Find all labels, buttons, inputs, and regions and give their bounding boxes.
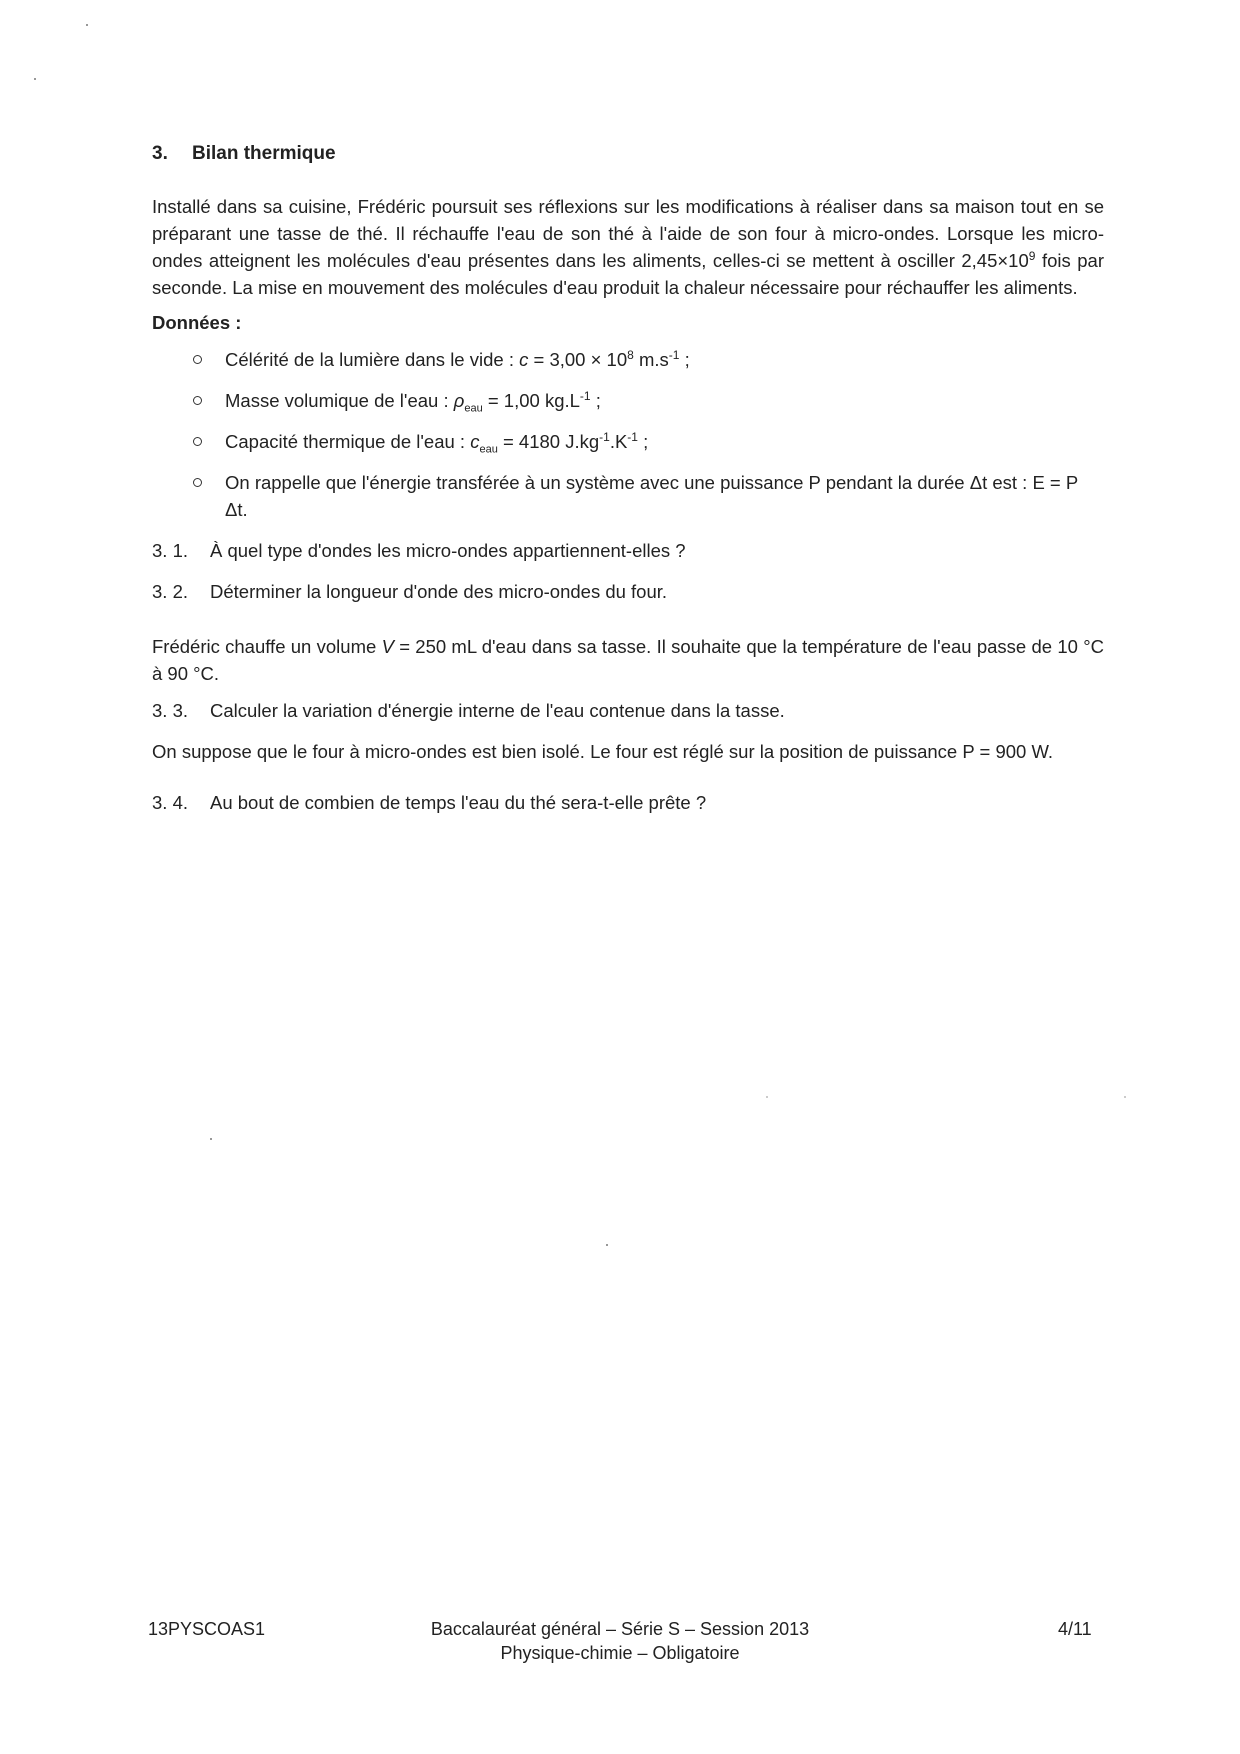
scan-speck	[1124, 1096, 1126, 1098]
punct: ;	[637, 431, 649, 452]
intro-exponent: 9	[1028, 248, 1036, 263]
question-text: Calculer la variation d'énergie interne de l'eau contenue dans la tasse.	[210, 700, 785, 721]
question-number: 3. 2.	[152, 581, 188, 602]
scan-speck	[34, 78, 36, 80]
exponent: -1	[668, 347, 680, 362]
footer-line-2: Physique-chimie – Obligatoire	[500, 1643, 740, 1663]
symbol: c	[519, 349, 529, 370]
subscript: eau	[479, 443, 498, 456]
bullet-text: On rappelle que l'énergie transférée à un système avec une puissance P pendant la durée Δt est : E = P Δt.	[225, 472, 1078, 520]
scan-speck	[606, 1244, 608, 1246]
scan-speck	[86, 24, 88, 26]
section-title: Bilan thermique	[192, 143, 336, 164]
paragraph-text: = 250 mL d'eau dans sa tasse. Il souhaite que la température de l'eau passe de 10 °C à 90 °C.	[152, 636, 1104, 684]
scan-speck	[766, 1096, 768, 1098]
question-3-3	[152, 697, 1104, 724]
exponent: -1	[627, 429, 638, 444]
bullet-icon	[193, 396, 202, 405]
value: = 4180 J.kg	[497, 431, 600, 452]
intro-paragraph	[152, 193, 1104, 301]
paragraph-text: Frédéric chauffe un volume	[152, 636, 382, 657]
punct: ;	[679, 349, 690, 370]
list-item	[152, 428, 1104, 455]
unit: .K	[609, 431, 628, 452]
value: = 1,00 kg.L	[482, 390, 580, 411]
intro-text-part2: fois par seconde. La mise en mouvement des molécules d'eau produit la chaleur nécessaire pour réchauffer les aliments.	[152, 250, 1104, 298]
footer-center	[0, 1617, 1240, 1665]
list-item	[152, 346, 1104, 373]
exponent: -1	[579, 388, 591, 403]
symbol: ρ	[453, 390, 465, 411]
exponent: -1	[599, 429, 610, 444]
question-number: 3. 3.	[152, 700, 188, 721]
symbol: c	[470, 431, 480, 452]
exam-code: 13PYSCOAS1	[148, 1619, 266, 1639]
bullet-text: Capacité thermique de l'eau :	[225, 431, 471, 452]
question-text: Au bout de combien de temps l'eau du thé sera-t-elle prête ?	[210, 792, 707, 813]
footer-line-1: Baccalauréat général – Série S – Session 2013	[430, 1619, 810, 1639]
content-area	[152, 140, 1104, 830]
question-3-2	[152, 578, 1104, 605]
section-heading	[152, 140, 1104, 167]
donnees-list	[152, 346, 1104, 523]
unit: m.s	[633, 349, 669, 370]
question-3-1	[152, 537, 1104, 564]
bullet-icon	[193, 355, 202, 364]
question-number: 3. 4.	[152, 792, 188, 813]
symbol: V	[381, 636, 394, 657]
exponent: 8	[627, 347, 634, 362]
scan-speck	[210, 1138, 212, 1140]
punct: ;	[590, 390, 601, 411]
value: = 3,00 × 10	[528, 349, 628, 370]
section-number: 3.	[152, 143, 168, 164]
volume-paragraph	[152, 633, 1104, 687]
bullet-text: Masse volumique de l'eau :	[225, 390, 454, 411]
four-paragraph: On suppose que le four à micro-ondes est bien isolé. Le four est réglé sur la position de puissance P = 900 W.	[152, 741, 1054, 762]
bullet-text: Célérité de la lumière dans le vide :	[225, 349, 520, 370]
question-text: À quel type d'ondes les micro-ondes appartiennent-elles ?	[210, 540, 686, 561]
bullet-icon	[193, 437, 202, 446]
bullet-icon	[193, 478, 202, 487]
donnees-label: Données :	[152, 312, 242, 333]
intro-text-part1: Installé dans sa cuisine, Frédéric poursuit ses réflexions sur les modifications à réaliser dans sa maison tout en se préparant une tasse de thé. Il réchauffe l'eau de son thé à l'aide de son four à micro-ondes. Lorsque les micro-ondes atteignent les molécules d'eau présentes dans les aliments, celles-ci se mettent à osciller 2,45×10	[152, 196, 1104, 271]
subscript: eau	[464, 402, 483, 415]
list-item	[152, 387, 1104, 414]
page-number: 4/11	[1058, 1619, 1092, 1639]
list-item	[152, 469, 1104, 523]
question-number: 3. 1.	[152, 540, 188, 561]
question-3-4	[152, 789, 1104, 816]
question-text: Déterminer la longueur d'onde des micro-ondes du four.	[210, 581, 668, 602]
